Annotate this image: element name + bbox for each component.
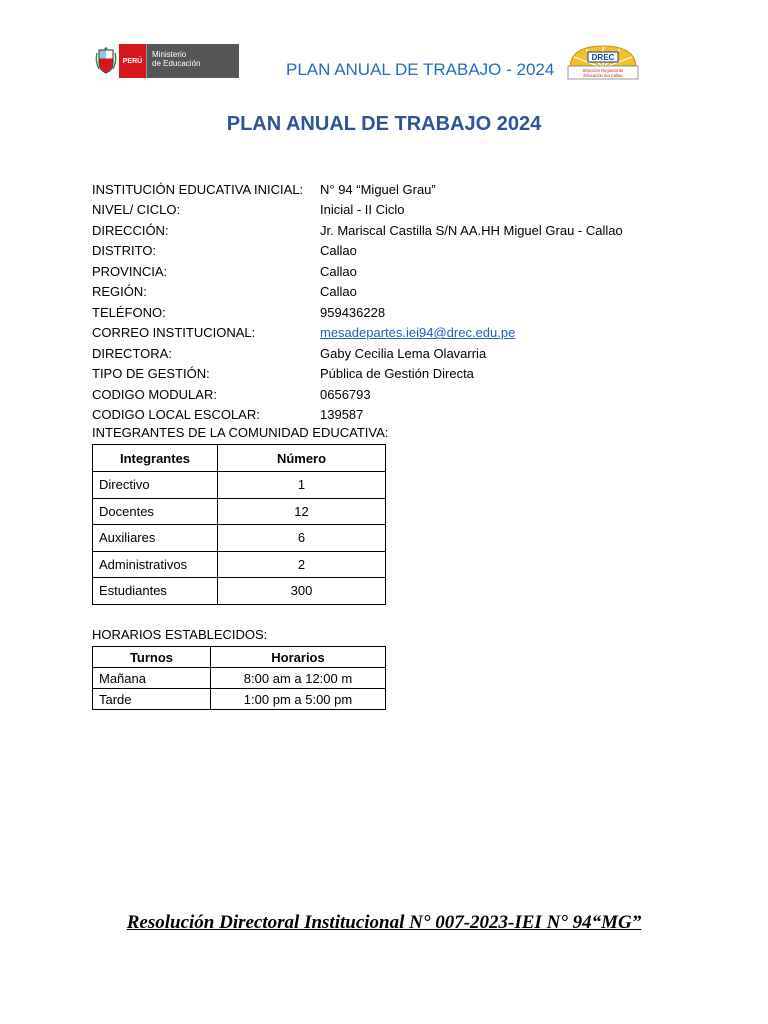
table-cell: Auxiliares bbox=[93, 525, 218, 552]
info-label: CORREO INSTITUCIONAL: bbox=[92, 325, 256, 341]
drec-logo-text: DREC bbox=[591, 53, 615, 62]
info-row-modular-code bbox=[92, 384, 672, 405]
info-value: Jr. Mariscal Castilla S/N AA.HH Miguel Grau - Callao bbox=[320, 222, 623, 238]
info-label: DISTRITO: bbox=[92, 243, 157, 259]
table-header: Turnos bbox=[93, 647, 211, 668]
table-cell: Directivo bbox=[93, 472, 218, 499]
info-row-management-type bbox=[92, 364, 672, 385]
table-header: Integrantes bbox=[93, 445, 218, 472]
table-row bbox=[93, 668, 386, 689]
info-value: Pública de Gestión Directa bbox=[320, 366, 474, 382]
info-row-level bbox=[92, 200, 672, 221]
table-header: Número bbox=[218, 445, 386, 472]
institution-info bbox=[92, 179, 672, 425]
table-cell: Mañana bbox=[93, 668, 211, 689]
table-cell: Docentes bbox=[93, 498, 218, 525]
table-row bbox=[93, 551, 386, 578]
table-cell: 6 bbox=[218, 525, 386, 552]
table-header-row bbox=[93, 445, 386, 472]
info-label: PROVINCIA: bbox=[92, 263, 168, 279]
info-value: Callao bbox=[320, 284, 357, 300]
info-row-email bbox=[92, 323, 672, 344]
page-title: PLAN ANUAL DE TRABAJO 2024 bbox=[226, 113, 542, 135]
info-label: CODIGO MODULAR: bbox=[92, 386, 217, 402]
table-row bbox=[93, 472, 386, 499]
table-cell: Tarde bbox=[93, 689, 211, 710]
table-cell: 300 bbox=[218, 578, 386, 605]
info-label: INSTITUCIÓN EDUCATIVA INICIAL: bbox=[92, 181, 304, 197]
ministry-line-1: Ministerio bbox=[152, 50, 187, 59]
info-value: 139587 bbox=[320, 407, 364, 423]
table-row bbox=[93, 689, 386, 710]
info-row-phone bbox=[92, 302, 672, 323]
table-cell: Estudiantes bbox=[93, 578, 218, 605]
table-row bbox=[93, 578, 386, 605]
info-value: Callao bbox=[320, 243, 357, 259]
info-label: DIRECTORA: bbox=[92, 345, 172, 361]
ministry-label bbox=[146, 44, 239, 78]
info-label: TIPO DE GESTIÓN: bbox=[92, 366, 210, 382]
info-label: NIVEL/ CICLO: bbox=[92, 202, 181, 218]
table-row bbox=[93, 498, 386, 525]
info-label: CODIGO LOCAL ESCOLAR: bbox=[92, 407, 260, 423]
ministry-line-2: de Educación bbox=[152, 59, 201, 68]
table-header-row bbox=[93, 647, 386, 668]
info-value: Inicial - II Ciclo bbox=[320, 202, 405, 218]
info-row-local-code bbox=[92, 405, 672, 426]
info-value: 0656793 bbox=[320, 386, 371, 402]
resolution-footer: Resolución Directoral Institucional N° 007-2023-IEI N° 94“MG” bbox=[126, 912, 642, 933]
info-value: Callao bbox=[320, 263, 357, 279]
info-value: 959436228 bbox=[320, 304, 386, 320]
minedu-logo bbox=[92, 44, 239, 78]
table-header: Horarios bbox=[211, 647, 386, 668]
info-label: TELÉFONO: bbox=[92, 304, 166, 320]
header-title: PLAN ANUAL DE TRABAJO - 2024 bbox=[286, 60, 555, 79]
peru-shield-icon bbox=[92, 44, 119, 78]
info-label: DIRECCIÓN: bbox=[92, 222, 169, 238]
info-value: N° 94 “Miguel Grau” bbox=[320, 181, 436, 197]
table-row bbox=[93, 525, 386, 552]
drec-logo-sub-1: Dirección Regional de bbox=[582, 68, 624, 73]
community-label: INTEGRANTES DE LA COMUNIDAD EDUCATIVA: bbox=[92, 425, 389, 440]
info-row-district bbox=[92, 241, 672, 262]
table-cell: 1 bbox=[218, 472, 386, 499]
drec-logo-sub-2: Educación del Callao bbox=[583, 73, 623, 78]
community-table bbox=[92, 444, 386, 605]
peru-label: PERÚ bbox=[119, 44, 146, 78]
info-row-address bbox=[92, 220, 672, 241]
drec-logo bbox=[562, 44, 644, 80]
email-link[interactable]: mesadepartes.iei94@drec.edu.pe bbox=[320, 325, 516, 341]
table-cell: 1:00 pm a 5:00 pm bbox=[211, 689, 386, 710]
info-row-director bbox=[92, 343, 672, 364]
info-row-province bbox=[92, 261, 672, 282]
table-cell: 8:00 am a 12:00 m bbox=[211, 668, 386, 689]
schedule-label: HORARIOS ESTABLECIDOS: bbox=[92, 627, 268, 642]
table-cell: 2 bbox=[218, 551, 386, 578]
schedule-table bbox=[92, 646, 386, 710]
info-row-region bbox=[92, 282, 672, 303]
table-cell: Administrativos bbox=[93, 551, 218, 578]
table-cell: 12 bbox=[218, 498, 386, 525]
info-value: Gaby Cecilia Lema Olavarria bbox=[320, 345, 487, 361]
info-label: REGIÓN: bbox=[92, 284, 147, 300]
info-row-institution bbox=[92, 179, 672, 200]
